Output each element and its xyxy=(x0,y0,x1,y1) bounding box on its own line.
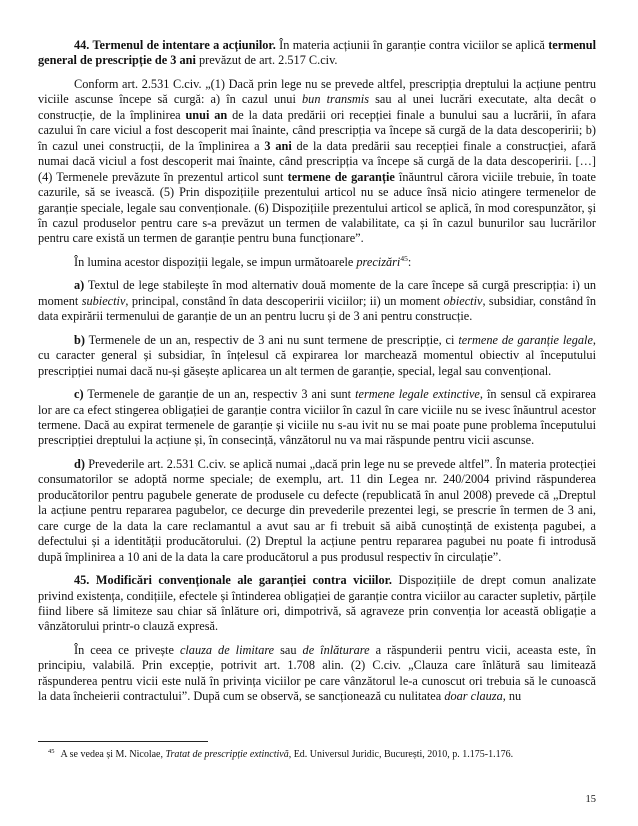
text-run: de la data predării ori recepției finale a bunului sau a lucrării, în afara cazului în care viciul a fost descoperit mai înainte, când prescripția va începe să curgă de la data descoperirii; b) în cazul unei construcții, de la împlinirea a xyxy=(38,107,596,153)
text-run: bun transmis xyxy=(302,92,369,107)
text-run: Textul de lege stabilește în mod alternativ două momente de la care începe să curgă prescripția: i) un moment xyxy=(38,278,596,308)
text-run: de la data predării sau recepției finale a construcției, afară numai dacă viciul a fost descoperit mai înainte, când prescripția va începe să curgă de la data descoperirii. […](4) Termenele prevăzute în prezentul articol sunt xyxy=(38,138,596,184)
text-run: Prevederile art. 2.531 C.civ. se aplică numai „dacă prin lege nu se prevede altfel”. În materia protecției consumatorilor se adoptă norme speciale; de exemplu, art. 11 din Legea nr. 240/2004 privind răspunderea producătorilor pentru pagubele generate de produsele cu defecte (republicată în anul 2008) prevede că „Dreptul la acțiune pentru repararea pagubelor, ce decurge din prevederile prezentei legi, se prescrie în termen de 3 ani, care curge de la data la care reclamantul a avut sau ar fi trebuit să aibă cunoștință de existența pagubei, a defectului și a identității producătorului. (2) Dreptul la acțiune pentru repararea pagubei nu poate fi introdusă după împlinirea a 10 ani de la data la care producătorul a pus produsul respectiv în circulație”. xyxy=(38,456,596,564)
text-run: termenul general de prescripție de 3 ani xyxy=(38,38,596,68)
footnote-marker: 45 xyxy=(48,747,55,755)
text-run: sau xyxy=(274,642,303,657)
text-run: Termenele de garanție de un an, respectiv 3 ani sunt xyxy=(83,387,356,402)
text-run: A se vedea și M. Nicolae, xyxy=(60,749,166,760)
text-run: Termenele de un an, respectiv de 3 ani nu sunt termene de prescripție, ci xyxy=(84,332,459,347)
body-text xyxy=(38,38,596,705)
text-run: precizări xyxy=(356,254,401,269)
text-run: Tratat de prescripție extinctivă xyxy=(165,749,289,760)
text-run: , cu caracter general și subsidiar, în înțelesul că expirarea lor marchează momentul obiectiv al începutului prescripției numai dacă nu-și găsește aplicarea un alt termen de garanție, special, legal sau convențional. xyxy=(38,332,596,378)
text-run: clauza de limitare xyxy=(179,642,275,657)
text-run: sau al unei lucrări executate, alta decât o construcție, de la împlinirea xyxy=(38,92,597,122)
page-number: 15 xyxy=(585,794,596,805)
paragraph xyxy=(38,573,596,635)
paragraph xyxy=(38,387,596,449)
text-run: de înlăturare xyxy=(302,642,370,657)
text-run: subiectiv xyxy=(81,293,126,308)
text-run: 3 ani xyxy=(264,138,292,153)
text-run: doar clauza xyxy=(444,689,503,704)
paragraph xyxy=(38,457,596,565)
paragraph xyxy=(38,278,596,324)
text-run: Conform art. 2.531 C.civ. „(1) Dacă prin lege nu se prevede altfel, prescripția dreptului la acțiune pentru viciile ascunse începe să curgă: a) în cazul unui xyxy=(38,76,596,107)
text-run: : xyxy=(407,254,412,269)
text-run: Dispozițiile de drept comun analizate privind existența, condițiile, efectele și întinderea obligației de garanție contra viciilor au caracter supletiv, părțile fiind libere să limiteze sau chiar să înlăture ori, dimpotrivă, să agraveze prin convenția lor această obligație a vânzătorului printr-o clauză expresă. xyxy=(38,573,597,634)
text-run: prevăzut de art. 2.517 C.civ. xyxy=(195,53,338,68)
text-run: b) xyxy=(74,332,85,347)
paragraph xyxy=(38,77,596,247)
text-run: c) xyxy=(74,387,84,402)
text-run: , în sensul că expirarea lor are ca efect stingerea obligației de garanție contra viciilor în cazul în care viciile nu se ivesc înăuntrul acestor termene. Dacă au expirat termenele de garanție și viciile nu s-au ivit nu se mai poate pune problema începutului prescripției dreptului la acțiune și, în consecință, vânzătorul nu va mai răspunde pentru vicii ascunse. xyxy=(38,387,596,448)
text-run: d) xyxy=(74,456,85,471)
text-run: , nu xyxy=(502,689,522,704)
text-run: , subsidiar, constând în data expirării termenului de garanție de un an pentru lucru și de 3 ani pentru construcție. xyxy=(38,293,596,324)
text-run: În lumina acestor dispoziții legale, se impun următoarele xyxy=(74,254,357,269)
text-run: 45. Modificări convenționale ale garanției contra viciilor. xyxy=(74,573,393,588)
text-run: termene de garanție xyxy=(287,169,395,184)
text-run: , principal, constând în data descoperirii viciilor; ii) un moment xyxy=(125,293,444,308)
paragraph xyxy=(38,643,596,705)
paragraph xyxy=(38,38,596,69)
text-run: înăuntrul cărora viciile trebuie, în toate cazurile, să se ivească. (5) Prin dispozițiile prezentului articol nu se aduce însă nicio atingere termenelor de garanție speciale, legale sau convenționale. (6) Dispozițiile prezentului articol se aplică, în mod corespunzător, și în cazul produselor pentru care s-a prevăzut un termen de valabilitate, ca și în cazul bunurilor sau lucrărilor pentru care există un termen de garanție pentru buna funcționare”. xyxy=(38,169,596,246)
footnote-reference: 45 xyxy=(400,253,408,263)
footnote-separator xyxy=(38,741,208,742)
text-run: 44. Termenul de intentare a acțiunilor. xyxy=(74,38,276,52)
paragraph xyxy=(38,255,596,270)
text-run: În ceea ce privește xyxy=(74,642,180,657)
text-run: obiectiv xyxy=(443,293,483,308)
text-run: În materia acțiunii în garanție contra viciilor se aplică xyxy=(275,38,549,52)
text-run: unui an xyxy=(185,107,228,122)
text-run: a răspunderii pentru vicii, aceasta este, în principiu, valabilă. Prin excepție, potrivit art. 1.708 alin. (2) C.civ. „Clauza care înlătură sau limitează răspunderea pentru vicii este nulă în privința viciilor pe care vânzătorul le-a cunoscut ori trebuia să le cunoască la data încheierii contractului”. După cum se observă, se sancționează cu nulitatea xyxy=(38,642,596,704)
text-run: , Ed. Universul Juridic, București, 2010, p. 1.175-1.176. xyxy=(288,749,514,760)
footnote xyxy=(38,747,596,763)
text-run: a) xyxy=(74,278,85,293)
paragraph xyxy=(38,333,596,379)
text-run: termene de garanție legale xyxy=(458,332,593,347)
text-run: termene legale extinctive xyxy=(355,387,480,402)
